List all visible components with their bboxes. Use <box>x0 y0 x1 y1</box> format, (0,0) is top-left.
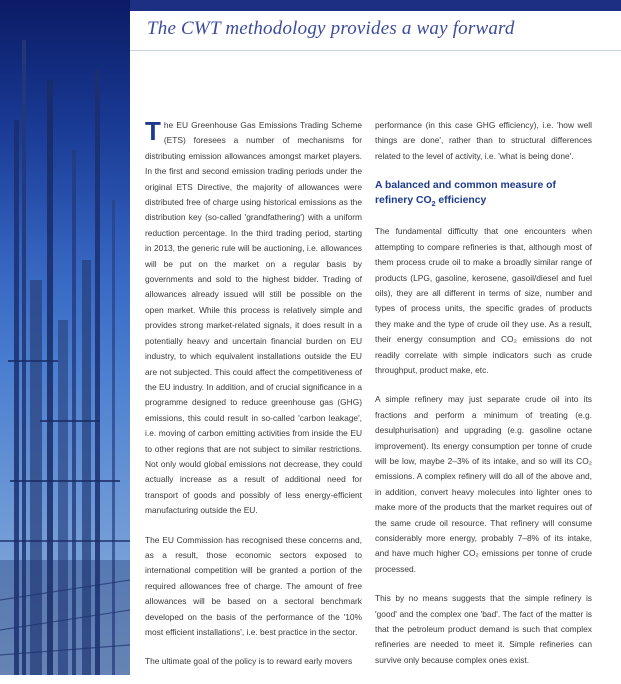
section-heading-suffix: efficiency <box>435 195 487 207</box>
paragraph: The fundamental difficulty that one encounters when attempting to compare refineries is that, although most of them process crude oil to make a broadly similar range of products (LPG, gasoline, kerosene, gasoil/diesel and fuel oils), they are all different in terms of size, number and types of process units, the specific grades of products they make and the type of crude oil they use. As a result, their energy consumption and CO₂ emissions do not readily correlate with simple indicators such as crude throughput, product make, etc. <box>375 226 592 375</box>
paragraph: The ultimate goal of the policy is to reward early movers <box>145 656 353 667</box>
refinery-silhouette <box>0 0 130 675</box>
header-accent-bar <box>130 0 621 11</box>
body-column-left <box>145 118 362 684</box>
section-heading-prefix: refinery CO <box>375 195 432 207</box>
paragraph <box>145 118 362 519</box>
section-heading <box>375 178 592 212</box>
page-title: The CWT methodology provides a way forward <box>147 18 515 39</box>
paragraph: This by no means suggests that the simple refinery is 'good' and the complex one 'bad'. The fact of the matter is that the petroleum product demand is such that complex refineries are needed to meet it. Simple refineries can survive only because complex ones exist. <box>375 593 592 665</box>
section-heading-line-1: A balanced and common measure of <box>375 180 556 192</box>
paragraph: The EU Commission has recognised these concerns and, as a result, those economic sectors exposed to international competition will be granted a portion of the required allowances free of charge. The amount of free allowances will be based on a sectoral benchmark developed on the basis of the performance of the '10% most efficient installations', i.e. best practice in the sector. <box>145 534 362 637</box>
refinery-photo <box>0 0 130 675</box>
drop-cap: T <box>145 116 161 146</box>
title-divider <box>130 50 621 51</box>
paragraph-text: he EU Greenhouse Gas Emissions Trading Scheme (ETS) foresees a number of mechanisms for distributing emission allowances amongst market players. In the first and second emission trading periods under the original ETS Directive, the majority of allowances were distributed free of charge using historical emissions as the distribution key (so-called 'grandfathering') with a uniform reduction percentage. In the third trading period, starting in 2013, the generic rule will be auctioning, i.e. allowances will be put on the market on a regular basis by governments and sold to the highest bidder. Trading of allowances already issued will still be possible on the open market. While this process is relatively simple and provides strong market-related signals, it does result in a potentially heavy and uncertain financial burden on EU industry, to which equivalent installations outside the EU are not subjected. This could affect the competitiveness of the EU industry. In addition, and of crucial significance in a programme designed to reduce greenhouse gas (GHG) emissions, this could result in so-called 'carbon leakage', i.e. moving of carbon emitting activities from inside the EU to other regions that are not subject to similar restrictions. Not only would global emissions not decrease, they could actually increase as a result of additional need for transport of goods and possibly of less energy-efficient manufacturing outside the EU. <box>145 120 362 516</box>
body-column-right <box>375 118 592 682</box>
paragraph: performance (in this case GHG efficiency), i.e. 'how well things are done', rather than to structural differences related to the level of activity, i.e. 'what is being done'. <box>375 120 592 161</box>
section-heading-subscript: 2 <box>431 201 436 209</box>
paragraph: A simple refinery may just separate crude oil into its fractions and perform a minimum of treating (e.g. desulphurisation) and upgrading (e.g. gasoline octane improvement). Its energy consumption per tonne of crude will be low, maybe 2–3% of its intake, and so will its CO₂ emissions. A complex refinery will do all of the above and, in addition, convert heavy molecules into lighter ones to make more of the products that the market requires out of the same crude oil resource. That refinery will consume considerably more energy, probably 7–8% of its intake, and have much higher CO₂ emissions per tonne of crude processed. <box>375 394 592 574</box>
